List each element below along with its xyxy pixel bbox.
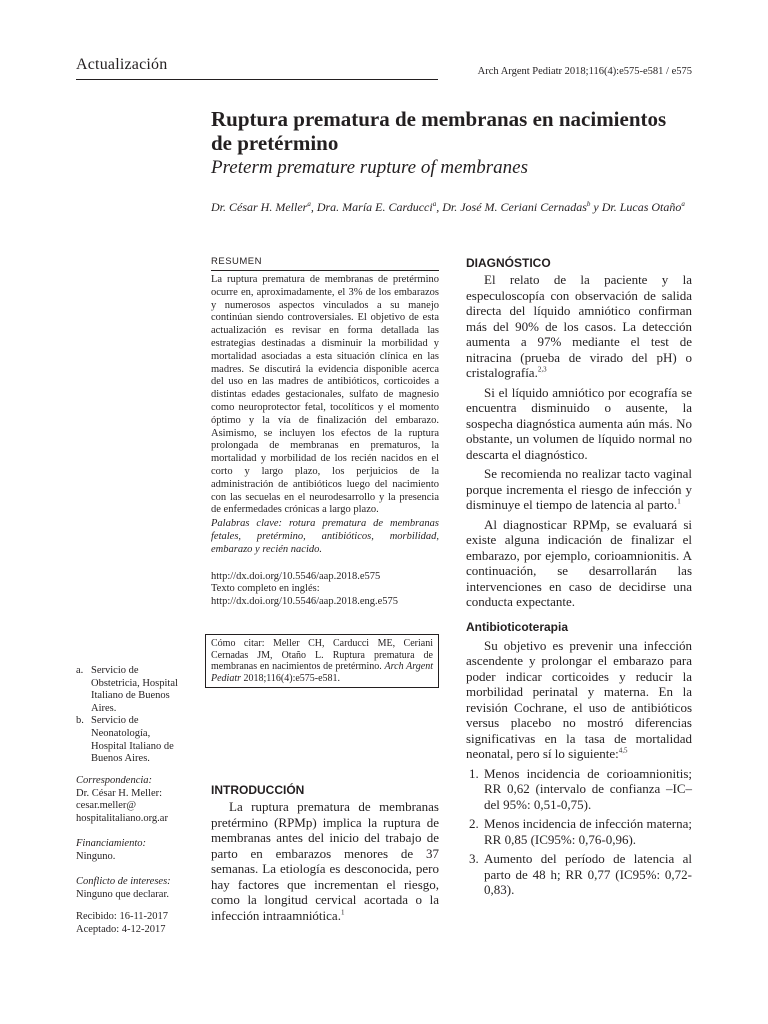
author-affiliation-mark: a xyxy=(307,200,311,208)
keywords-label: Palabras clave: xyxy=(211,518,283,530)
antibiotic-paragraph: Su objetivo es prevenir una infección ascendente y prolongar el embarazo para poder indicar corticoides y reducir la morbilidad perinatal y materna. En la revisión Cochrane, el uso de antibióticos versus placebo no mostró diferencias significativas en la tasa de mortalidad neonatal, pero sí lo siguiente:$^{4,5}$ xyxy=(466,637,692,761)
abstract-heading: RESUMEN xyxy=(211,256,439,271)
reference-mark: 4,5 xyxy=(618,746,628,755)
citation-tail: 2018;116(4):e575-e581. xyxy=(241,672,341,684)
author-name: Dra. María E. Carducci xyxy=(316,200,433,214)
article-title: Ruptura prematura de membranas en nacimientos de pretérmino xyxy=(211,107,667,155)
article-title-english: Preterm premature rupture of membranes xyxy=(211,157,528,178)
affiliation-item: b. Servicio de Neonatología, Hospital Italiano de Buenos Aires. xyxy=(76,715,174,765)
introduction-paragraph: La ruptura prematura de membranas pretérmino (RPMp) implica la ruptura de membranas antes del inicio del trabajo de parto en embarazos menores de 37 semanas. La etiología es desconocida, pero hay factores que incrementan el riesgo, como la longitud cervical acortada o la infección intraamniótica.$^1$ xyxy=(211,799,439,923)
doi-english-link[interactable]: http://dx.doi.org/10.5546/aap.2018.eng.e575 xyxy=(211,596,399,608)
diagnosis-paragraph: Al diagnosticar RPMp, se evaluará si existe alguna indicación de finalizar el embarazo, por ejemplo, corioamnionitis. A continuación, se desarrollarán las intervenciones en caso de decidirse una conducta expectante. xyxy=(466,516,692,609)
dates xyxy=(76,911,196,936)
antibiotic-heading: Antibioticoterapia xyxy=(466,619,569,634)
doi-link[interactable]: http://dx.doi.org/10.5546/aap.2018.e575 xyxy=(211,570,381,582)
conflict-of-interest xyxy=(76,876,196,901)
citation-text: Cómo citar: Meller CH, Carducci ME, Ceriani Cernadas JM, Otaño L. Ruptura prematura de membranas en nacimientos de pretérmino. xyxy=(211,638,433,672)
doi-block xyxy=(211,571,439,609)
journal-reference: Arch Argent Pediatr 2018;116(4):e575-e581 / e575 xyxy=(477,66,692,77)
keywords-text: rotura prematura de membranas fetales, pretérmino, antibióticos, morbilidad, embarazo y recién nacido. xyxy=(211,518,439,555)
affiliation-item: a. Servicio de Obstetricia, Hospital Italiano de Buenos Aires. xyxy=(76,665,178,714)
author-name: Dr. José M. Ceriani Cernadas xyxy=(442,200,587,214)
diagnosis-heading: DIAGNÓSTICO xyxy=(466,256,551,270)
conflict-label: Conflicto de intereses: xyxy=(76,876,171,887)
abstract-section xyxy=(211,256,439,609)
correspondence-label: Correspondencia: xyxy=(76,775,153,786)
outcome-list xyxy=(466,766,692,898)
author-affiliation-mark: a xyxy=(681,200,685,208)
correspondence-email[interactable]: cesar.meller@ xyxy=(76,800,137,812)
funding-value: Ninguno. xyxy=(76,850,116,862)
reference-mark: 2,3 xyxy=(537,365,547,374)
conflict-value: Ninguno que declarar. xyxy=(76,888,170,900)
diagnosis-paragraph: Se recomienda no realizar tacto vaginal porque incrementa el riesgo de infección y disminuye el tiempo de latencia al parto.$^1$ xyxy=(466,466,692,512)
affiliations xyxy=(76,665,186,766)
correspondence xyxy=(76,775,196,825)
abstract-text: La ruptura prematura de membranas de pretérmino ocurre en, aproximadamente, el 3% de los embarazos y numerosos aspectos vinculados a su manejo continúan siendo controversiales. El objetivo de esta actualización es revisar en forma detallada las estrategias destinadas a disminuir la morbilidad y mortalidad asociadas a esta situación clínica en las madres. Se discutirá la evidencia disponible acerca del uso en las madres de antibióticos, corticoides a distintas edades gestacionales, sulfato de magnesio como neuroprotector fetal, tocolíticos y el momento óptimo y la vía de finalización del embarazo. Asimismo, se incluyen los efectos de la ruptura prolongada de membranas en prematuros, la mortalidad y morbilidad de los recién nacidos en el corto y largo plazo, los perjuicios de la administración de antibióticos luego del nacimiento con las secuelas en el neurodesarrollo y la presencia de enfermedades crónicas a largo plazo. xyxy=(211,274,439,516)
introduction-heading: INTRODUCCIÓN xyxy=(211,783,305,797)
accepted-date: Aceptado: 4-12-2017 xyxy=(76,923,166,935)
reference-mark: 1 xyxy=(340,908,345,917)
correspondence-name: Dr. César H. Meller: xyxy=(76,787,163,799)
author-list: Dr. César H. Meller$^a$, Dra. María E. Carducci$^a$, Dr. José M. Ceriani Cernadas$^b$ y Dr. Lucas Otaño$^a$ xyxy=(211,200,685,214)
correspondence-email-domain[interactable]: hospitalitaliano.org.ar xyxy=(76,812,168,824)
reference-mark: 1 xyxy=(677,497,681,506)
section-label: Actualización xyxy=(76,56,168,73)
diagnosis-paragraph: Si el líquido amniótico por ecografía se encuentra disminuido o ausente, la sospecha diagnóstica aumenta aún más. No obstante, un volumen de líquido normal no descarta el diagnóstico. xyxy=(466,384,692,462)
diagnosis-paragraph: El relato de la paciente y la especuloscopía con observación de salida directa del líquido amniótico confirman más del 90% de los casos. La detección aumenta a 97% mediante el test de nitracina (prueba de virado del pH) o cristalografía.$^{2,3}$ xyxy=(466,272,692,380)
citation-box xyxy=(205,634,439,688)
funding-label: Financiamiento: xyxy=(76,838,146,849)
list-item: 3. Aumento del período de latencia al parto de 48 h; RR 0,77 (IC95%: 0,72-0,83). xyxy=(482,851,692,898)
author-name: Dr. César H. Meller xyxy=(211,200,308,214)
list-item: 2. Menos incidencia de infección materna; RR 0,85 (IC95%: 0,76-0,96). xyxy=(482,816,692,847)
funding xyxy=(76,838,196,863)
author-affiliation-mark: b xyxy=(586,200,591,208)
author-name: Dr. Lucas Otaño xyxy=(601,200,682,214)
citation-journal: Arch Argent Pediatr xyxy=(211,661,433,684)
list-item: 1. Menos incidencia de corioamnionitis; RR 0,62 (intervalo de confianza –IC– del 95%: 0,51-0,75). xyxy=(482,766,692,813)
author-affiliation-mark: a xyxy=(432,200,437,208)
introduction-section xyxy=(211,783,439,923)
english-text-label: Texto completo en inglés: xyxy=(211,583,320,595)
received-date: Recibido: 16-11-2017 xyxy=(76,911,169,922)
right-column xyxy=(466,256,692,902)
keywords xyxy=(211,518,439,556)
header-rule xyxy=(76,79,438,80)
